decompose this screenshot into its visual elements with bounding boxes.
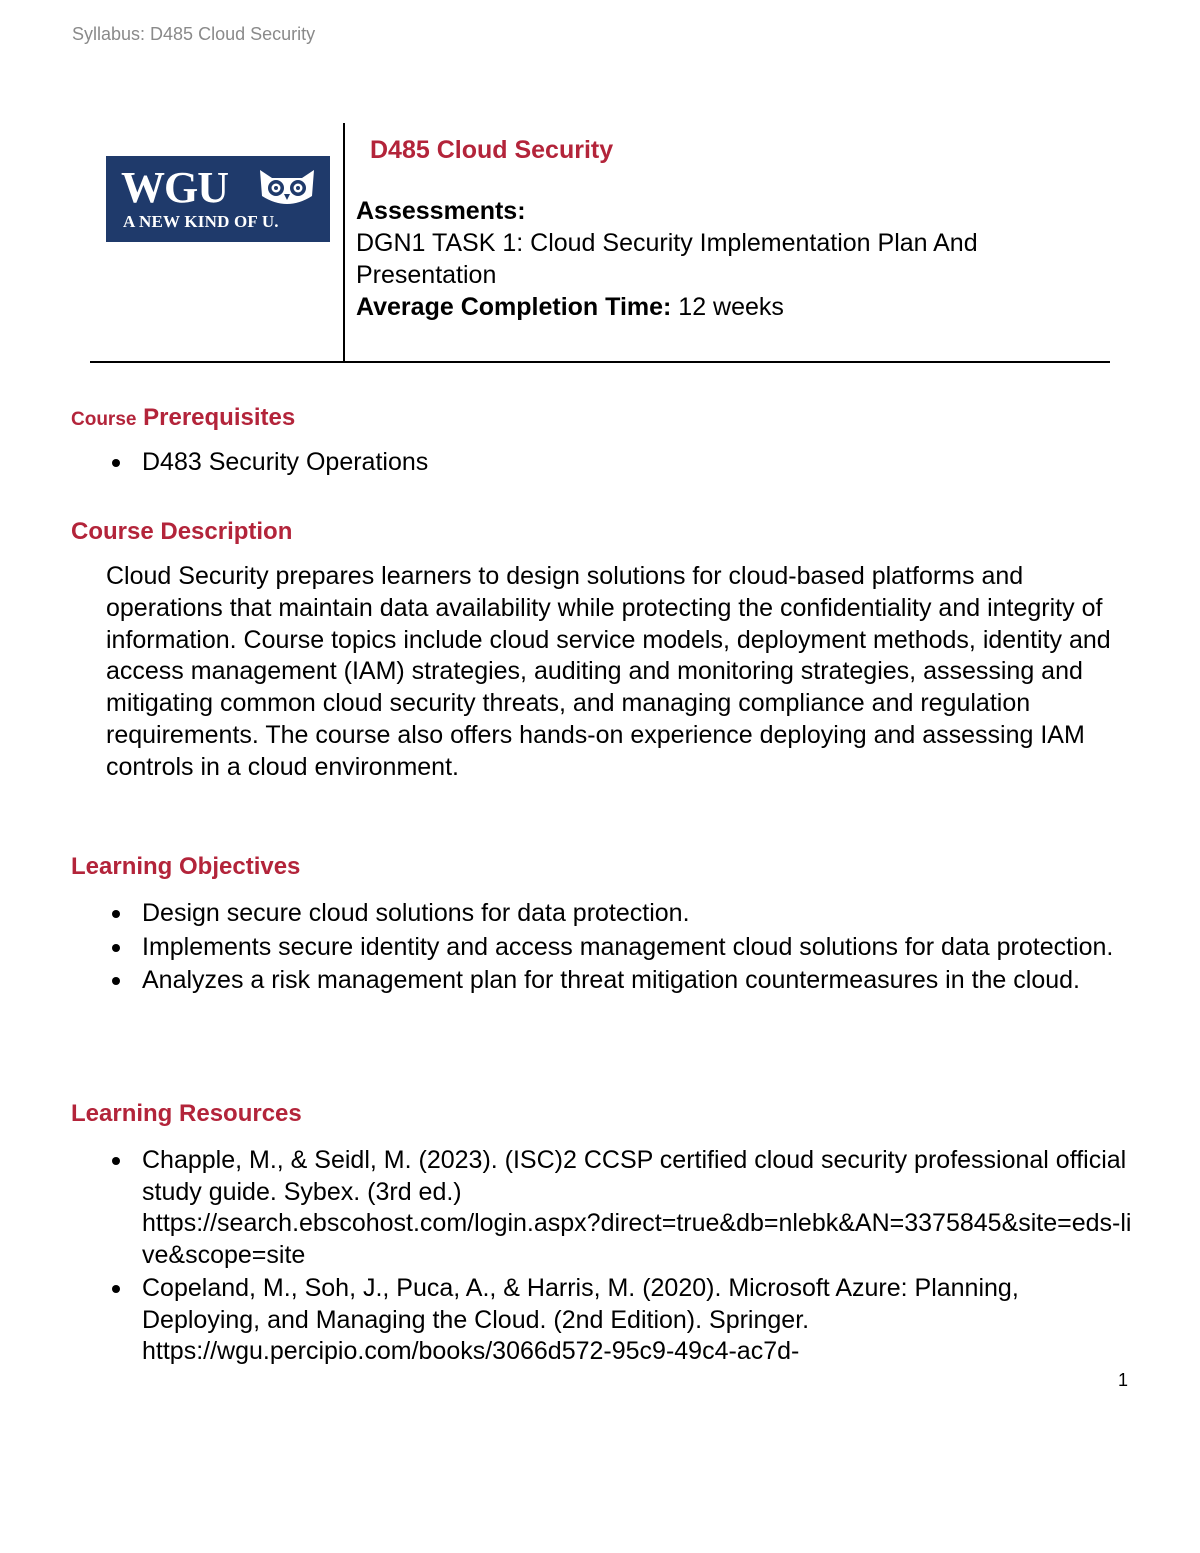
resources-list [106,1145,1136,1370]
resource-link[interactable]: https://wgu.percipio.com/books/3066d572-95c9-49c4-ac7d- [142,1337,800,1365]
objectives-list [106,898,1136,999]
course-title: D485 Cloud Security [370,136,614,164]
description-heading: Course Description [71,518,293,545]
logo-wordmark: WGU [121,163,228,212]
wgu-logo [106,156,330,242]
logo-tagline: A NEW KIND OF U. [123,212,279,231]
assessments-label: Assessments: [356,197,526,225]
list-item: Analyzes a risk management plan for threat mitigation countermeasures in the cloud. [106,965,1136,997]
list-item: Design secure cloud solutions for data protection. [106,898,1136,930]
list-item: D483 Security Operations [106,447,1136,479]
assessments-value: DGN1 TASK 1: Cloud Security Implementation Plan And Presentation [356,229,978,289]
resource-link[interactable]: https://search.ebscohost.com/login.aspx?direct=true&db=nlebk&AN=3375845&site=eds-live&scope=site [142,1209,1132,1269]
resource-citation: Chapple, M., & Seidl, M. (2023). (ISC)2 CCSP certified cloud security professional official study guide. Sybex. (3rd ed.) [142,1146,1127,1206]
objectives-heading: Learning Objectives [71,853,301,880]
list-item: Implements secure identity and access management cloud solutions for data protection. [106,932,1136,964]
completion-line [356,291,1076,323]
course-info [356,136,1076,323]
prerequisites-heading [71,404,295,432]
page-number: 1 [1118,1370,1129,1390]
resource-citation: Copeland, M., Soh, J., Puca, A., & Harris, M. (2020). Microsoft Azure: Planning, Deploying, and Managing the Cloud. (2nd Edition). Springer. [142,1274,1019,1334]
completion-label: Average Completion Time: [356,293,672,321]
prerequisites-list [106,447,1136,481]
prerequisites-heading-main: Prerequisites [136,404,296,431]
header-horizontal-divider [90,361,1110,363]
owl-icon [256,166,318,210]
description-text: Cloud Security prepares learners to design solutions for cloud-based platforms and operations that maintain data availability while protecting the confidentiality and integrity of information. Course topics include cloud service models, deployment methods, identity and access management (IAM) strategies, auditing and monitoring strategies, assessing and mitigating common cloud security threats, and managing compliance and regulation requirements. The course also offers hands-on experience deploying and assessing IAM controls in a cloud environment. [106,562,1111,781]
running-header: Syllabus: D485 Cloud Security [72,24,316,44]
resource-item [106,1273,1136,1368]
completion-value: 12 weeks [671,293,784,321]
resources-heading: Learning Resources [71,1100,302,1127]
resource-item [106,1145,1136,1271]
header-vertical-divider [343,123,345,362]
prerequisites-heading-small: Course [71,409,137,430]
